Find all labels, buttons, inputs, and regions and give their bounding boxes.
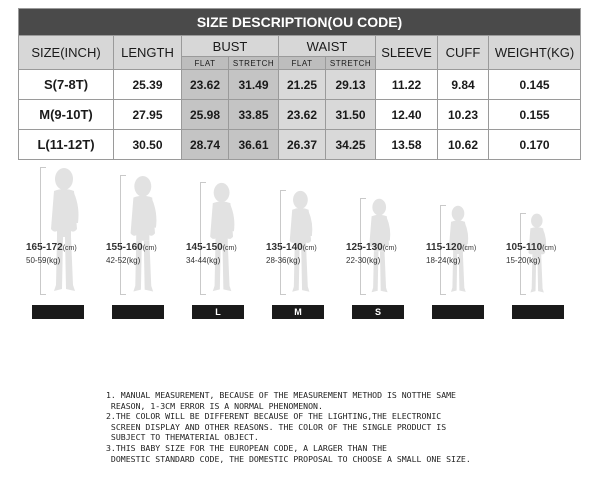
note-2: 2.THE COLOR WILL BE DIFFERENT BECAUSE OF THE LIGHTING,THE ELECTRONIC SCREEN DISPLAY AND OTHER REASONS. THE COLOR OF THE SINGLE PRODUCT IS SUBJECT TO THEMATERIAL OBJECT.	[106, 411, 447, 443]
cell-waist-flat: 23.62	[279, 100, 326, 130]
height-unit: (cm)	[302, 245, 317, 252]
child-silhouette-icon	[44, 167, 84, 295]
size-figure	[98, 160, 178, 330]
size-figures	[18, 160, 580, 330]
height-value: 145-150	[186, 242, 223, 253]
height-value: 115-120	[426, 242, 463, 253]
cell-sleeve: 12.40	[376, 100, 438, 130]
cell-length: 30.50	[114, 130, 182, 160]
height-value: 165-172	[26, 242, 63, 253]
height-unit: (cm)	[222, 245, 237, 252]
size-figure	[498, 160, 578, 330]
cell-bust-stretch: 36.61	[229, 130, 279, 160]
height-unit: (cm)	[142, 245, 157, 252]
weight-range-label: 15-20(kg)	[506, 256, 541, 265]
height-value: 105-110	[506, 242, 543, 253]
height-unit: (cm)	[62, 245, 77, 252]
header-bust-stretch: STRETCH	[229, 57, 279, 70]
size-bar	[112, 305, 164, 319]
height-value: 125-130	[346, 242, 383, 253]
height-range-label	[506, 242, 556, 253]
cell-sleeve: 11.22	[376, 70, 438, 100]
height-ruler	[40, 167, 41, 295]
header-size: SIZE(INCH)	[19, 36, 114, 70]
header-length: LENGTH	[114, 36, 182, 70]
cell-length: 27.95	[114, 100, 182, 130]
notes	[106, 390, 586, 464]
cell-cuff: 9.84	[438, 70, 489, 100]
note-3: 3.THIS BABY SIZE FOR THE EUROPEAN CODE, A LARGER THAN THE DOMESTIC STANDARD CODE, THE DOMESTIC PROPOSAL TO CHOOSE A SMALL ONE SIZE.	[106, 442, 471, 464]
cell-waist-flat: 21.25	[279, 70, 326, 100]
header-waist-flat: FLAT	[279, 57, 326, 70]
header-cuff: CUFF	[438, 36, 489, 70]
size-figure	[18, 160, 98, 330]
size-bar: S	[352, 305, 404, 319]
size-figure	[418, 160, 498, 330]
cell-waist-flat: 26.37	[279, 130, 326, 160]
weight-range-label: 50-59(kg)	[26, 256, 61, 265]
height-range-label	[106, 242, 157, 253]
height-range-label	[346, 242, 397, 253]
size-bar: M	[272, 305, 324, 319]
cell-size: L(11-12T)	[19, 130, 114, 160]
header-weight: WEIGHT(KG)	[489, 36, 581, 70]
weight-range-label: 18-24(kg)	[426, 256, 461, 265]
note-1: 1. MANUAL MEASUREMENT, BECAUSE OF THE MEASUREMENT METHOD IS NOTTHE SAME REASON, 1-3CM ERROR IS A NORMAL PHENOMENON.	[106, 390, 456, 411]
cell-bust-flat: 25.98	[182, 100, 229, 130]
table-row	[19, 70, 581, 100]
table-title: SIZE DESCRIPTION(OU CODE)	[19, 9, 581, 36]
height-unit: (cm)	[462, 245, 477, 252]
table-row	[19, 100, 581, 130]
height-range-label	[426, 242, 476, 253]
cell-length: 25.39	[114, 70, 182, 100]
height-unit: (cm)	[382, 245, 397, 252]
header-bust-flat: FLAT	[182, 57, 229, 70]
size-bar	[512, 305, 564, 319]
weight-range-label: 28-36(kg)	[266, 256, 301, 265]
cell-bust-flat: 28.74	[182, 130, 229, 160]
cell-weight: 0.155	[489, 100, 581, 130]
size-bar: L	[192, 305, 244, 319]
height-value: 135-140	[266, 242, 303, 253]
weight-range-label: 34-44(kg)	[186, 256, 221, 265]
table-row	[19, 130, 581, 160]
height-range-label	[26, 242, 77, 253]
cell-sleeve: 13.58	[376, 130, 438, 160]
header-waist-stretch: STRETCH	[326, 57, 376, 70]
cell-bust-flat: 23.62	[182, 70, 229, 100]
size-bar	[432, 305, 484, 319]
child-silhouette-icon	[204, 182, 239, 295]
height-ruler	[200, 182, 201, 295]
cell-cuff: 10.23	[438, 100, 489, 130]
child-silhouette-icon	[524, 213, 550, 295]
height-value: 155-160	[106, 242, 143, 253]
height-ruler	[520, 213, 521, 295]
cell-weight: 0.145	[489, 70, 581, 100]
cell-waist-stretch: 29.13	[326, 70, 376, 100]
weight-range-label: 42-52(kg)	[106, 256, 141, 265]
height-ruler	[120, 175, 121, 295]
size-figure	[178, 160, 258, 330]
cell-cuff: 10.62	[438, 130, 489, 160]
height-range-label	[266, 242, 317, 253]
cell-waist-stretch: 31.50	[326, 100, 376, 130]
header-bust: BUST	[182, 36, 279, 57]
child-silhouette-icon	[124, 175, 162, 295]
cell-weight: 0.170	[489, 130, 581, 160]
header-sleeve: SLEEVE	[376, 36, 438, 70]
header-waist: WAIST	[279, 36, 376, 57]
weight-range-label: 22-30(kg)	[346, 256, 381, 265]
cell-size: M(9-10T)	[19, 100, 114, 130]
height-unit: (cm)	[542, 245, 557, 252]
cell-size: S(7-8T)	[19, 70, 114, 100]
size-bar	[32, 305, 84, 319]
cell-bust-stretch: 33.85	[229, 100, 279, 130]
size-figure	[258, 160, 338, 330]
size-figure	[338, 160, 418, 330]
size-table	[18, 8, 581, 160]
height-range-label	[186, 242, 237, 253]
cell-waist-stretch: 34.25	[326, 130, 376, 160]
cell-bust-stretch: 31.49	[229, 70, 279, 100]
